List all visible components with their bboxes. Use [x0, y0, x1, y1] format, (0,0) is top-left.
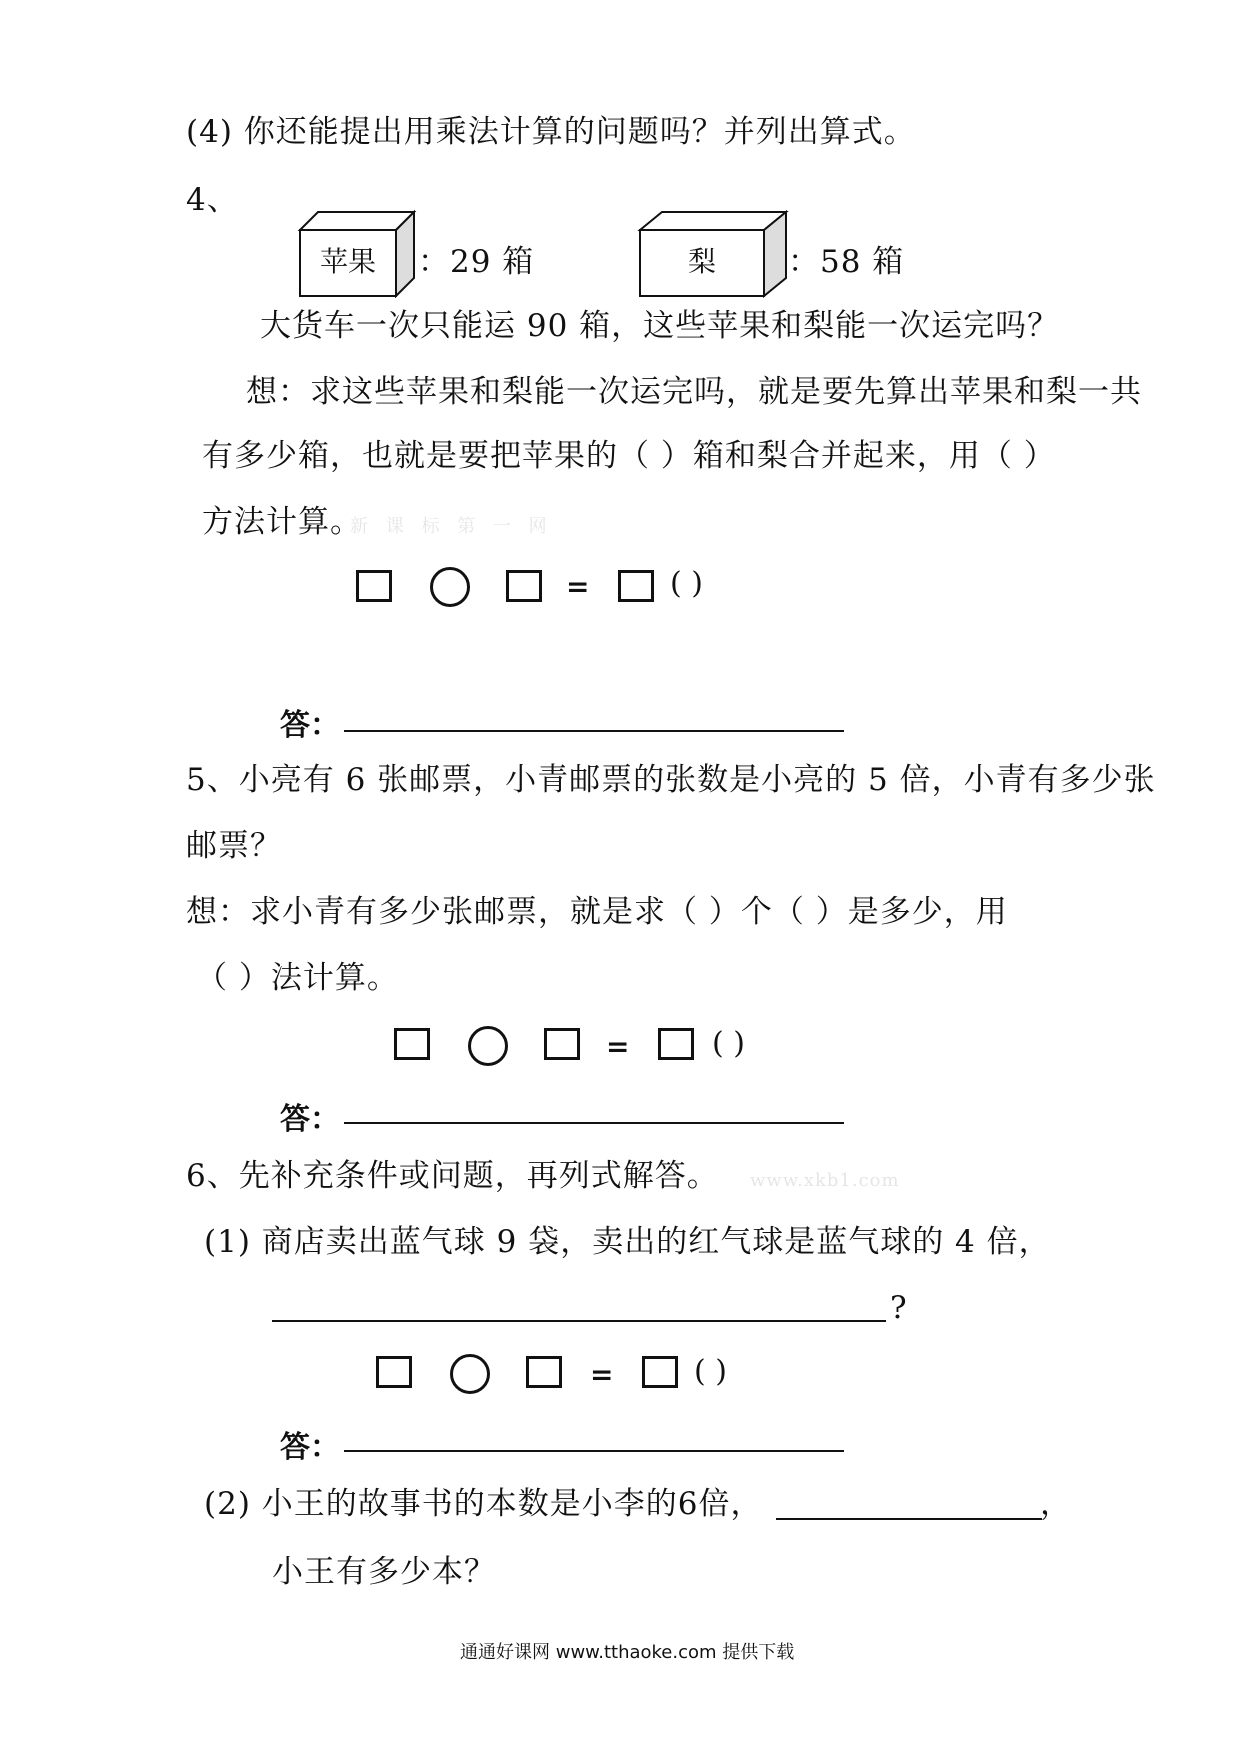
equals-sign: =: [566, 570, 590, 603]
question-4-number: 4、: [186, 182, 239, 218]
watermark-text: www.xkb1.com: [750, 1170, 900, 1191]
operator-circle[interactable]: [468, 1026, 508, 1066]
question-5-line-1: 5、小亮有 6 张邮票，小青邮票的张数是小亮的 5 倍，小青有多少张: [186, 762, 1156, 798]
answer-label: 答：: [280, 1430, 340, 1465]
pear-label: 梨: [687, 245, 716, 278]
equation-box[interactable]: [526, 1356, 562, 1388]
comma: ，: [1040, 1486, 1072, 1522]
unit-blank: ( ): [712, 1026, 745, 1061]
equation-box[interactable]: [356, 570, 392, 602]
question-6-title: 6、先补充条件或问题，再列式解答。: [186, 1158, 719, 1194]
question-4-text: 大货车一次只能运 90 箱，这些苹果和梨能一次运完吗？: [260, 308, 1060, 344]
watermark-text: 新 课 标 第 一 网: [350, 516, 553, 537]
answer-line[interactable]: [344, 730, 844, 732]
question-4-think-2: 有多少箱，也就是要把苹果的（ ）箱和梨合并起来，用（ ）: [202, 438, 1056, 474]
question-3-4: (4) 你还能提出用乘法计算的问题吗？并列出算式。: [186, 114, 916, 150]
apple-count: ：29 箱: [418, 244, 535, 280]
equation-box[interactable]: [394, 1028, 430, 1060]
answer-label: 答：: [280, 1102, 340, 1137]
question-5-line-2: 邮票？: [186, 828, 282, 864]
question-5-think-1: 想：求小青有多少张邮票，就是求（ ）个（ ）是多少，用: [186, 894, 1008, 930]
equation-box[interactable]: [506, 570, 542, 602]
result-box[interactable]: [658, 1028, 694, 1060]
apple-label: 苹果: [319, 245, 376, 278]
question-mark: ?: [890, 1290, 908, 1326]
unit-blank: ( ): [670, 566, 703, 601]
equation-box[interactable]: [376, 1356, 412, 1388]
answer-line[interactable]: [344, 1450, 844, 1452]
question-4-think-3: 方法计算。: [202, 504, 362, 540]
answer-label: 答：: [280, 708, 340, 743]
operator-circle[interactable]: [450, 1354, 490, 1394]
question-5-think-2: （ ）法计算。: [196, 960, 399, 996]
condition-blank-line[interactable]: [776, 1518, 1042, 1520]
equals-sign: =: [606, 1030, 630, 1063]
result-box[interactable]: [618, 570, 654, 602]
equation-box[interactable]: [544, 1028, 580, 1060]
unit-blank: ( ): [694, 1354, 727, 1389]
equals-sign: =: [590, 1358, 614, 1391]
question-6-part-1: (1) 商店卖出蓝气球 9 袋，卖出的红气球是蓝气球的 4 倍，: [204, 1224, 1051, 1260]
question-4-think-1: 想：求这些苹果和梨能一次运完吗，就是要先算出苹果和梨一共: [246, 374, 1142, 410]
question-6-part-2-question: 小王有多少本？: [272, 1554, 496, 1590]
pear-count: ：58 箱: [788, 244, 905, 280]
result-box[interactable]: [642, 1356, 678, 1388]
answer-line[interactable]: [344, 1122, 844, 1124]
operator-circle[interactable]: [430, 567, 470, 607]
question-6-part-2: (2) 小王的故事书的本数是小李的6倍，: [204, 1486, 763, 1522]
question-blank-line[interactable]: [272, 1320, 886, 1322]
footer-credit: 通通好课网 www.tthaoke.com 提供下载: [460, 1642, 795, 1663]
